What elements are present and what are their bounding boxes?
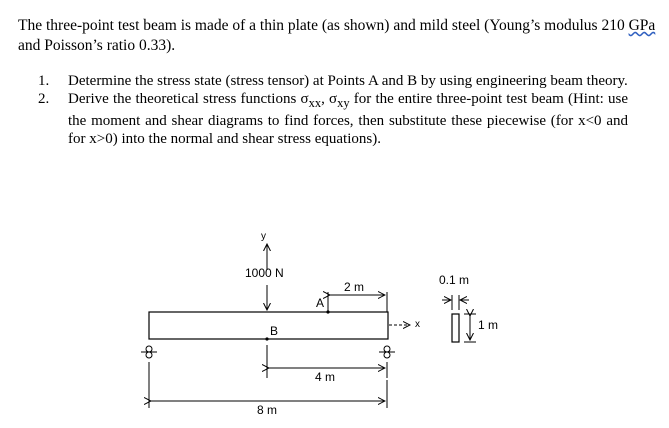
right-support-icon — [379, 346, 395, 358]
dimension-2m-label: 2 m — [344, 280, 365, 294]
task-text-continued: for the entire three-point test beam (Hint: use the moment and shear diagrams to find forces, then substitute these piecewise (for x<0 and for x>0) into the normal and shear stress equations). — [68, 91, 628, 147]
left-support-icon — [141, 346, 157, 358]
sigma-xy-subscript: xy — [337, 96, 350, 110]
dimension-4m-label: 4 m — [315, 370, 336, 384]
cross-section-plate — [452, 314, 459, 342]
beam-body — [149, 312, 388, 339]
y-axis-label: y — [261, 231, 266, 242]
intro-text-2: and Poisson’s ratio 0.33). — [18, 37, 176, 54]
sigma-xx-subscript: xx — [308, 96, 322, 110]
task-text: Determine the stress state (stress tensor) at Points A and B by using engineering beam theory. — [68, 73, 628, 89]
intro-text-1: The three-point test beam is made of a thin plate (as shown) and mild steel (Young’s modulus 210 — [18, 17, 629, 34]
dimension-8m-label: 8 m — [257, 403, 278, 417]
task-text: Derive the theoretical stress functions — [68, 91, 301, 107]
separator: , — [321, 91, 330, 107]
point-b-label: B — [270, 324, 279, 338]
load-label: 1000 N — [245, 266, 284, 280]
point-a-label: A — [316, 296, 325, 310]
gpa-unit: GPa — [628, 17, 656, 34]
sigma-xx-symbol: σ — [300, 91, 309, 107]
point-b-marker — [265, 337, 268, 340]
task-number: 1. — [38, 73, 50, 89]
x-axis-label: x — [415, 319, 420, 330]
thickness-label: 0.1 m — [439, 273, 470, 287]
sigma-xy-symbol: σ — [329, 91, 338, 107]
height-label: 1 m — [478, 318, 499, 332]
task-number: 2. — [38, 91, 50, 107]
